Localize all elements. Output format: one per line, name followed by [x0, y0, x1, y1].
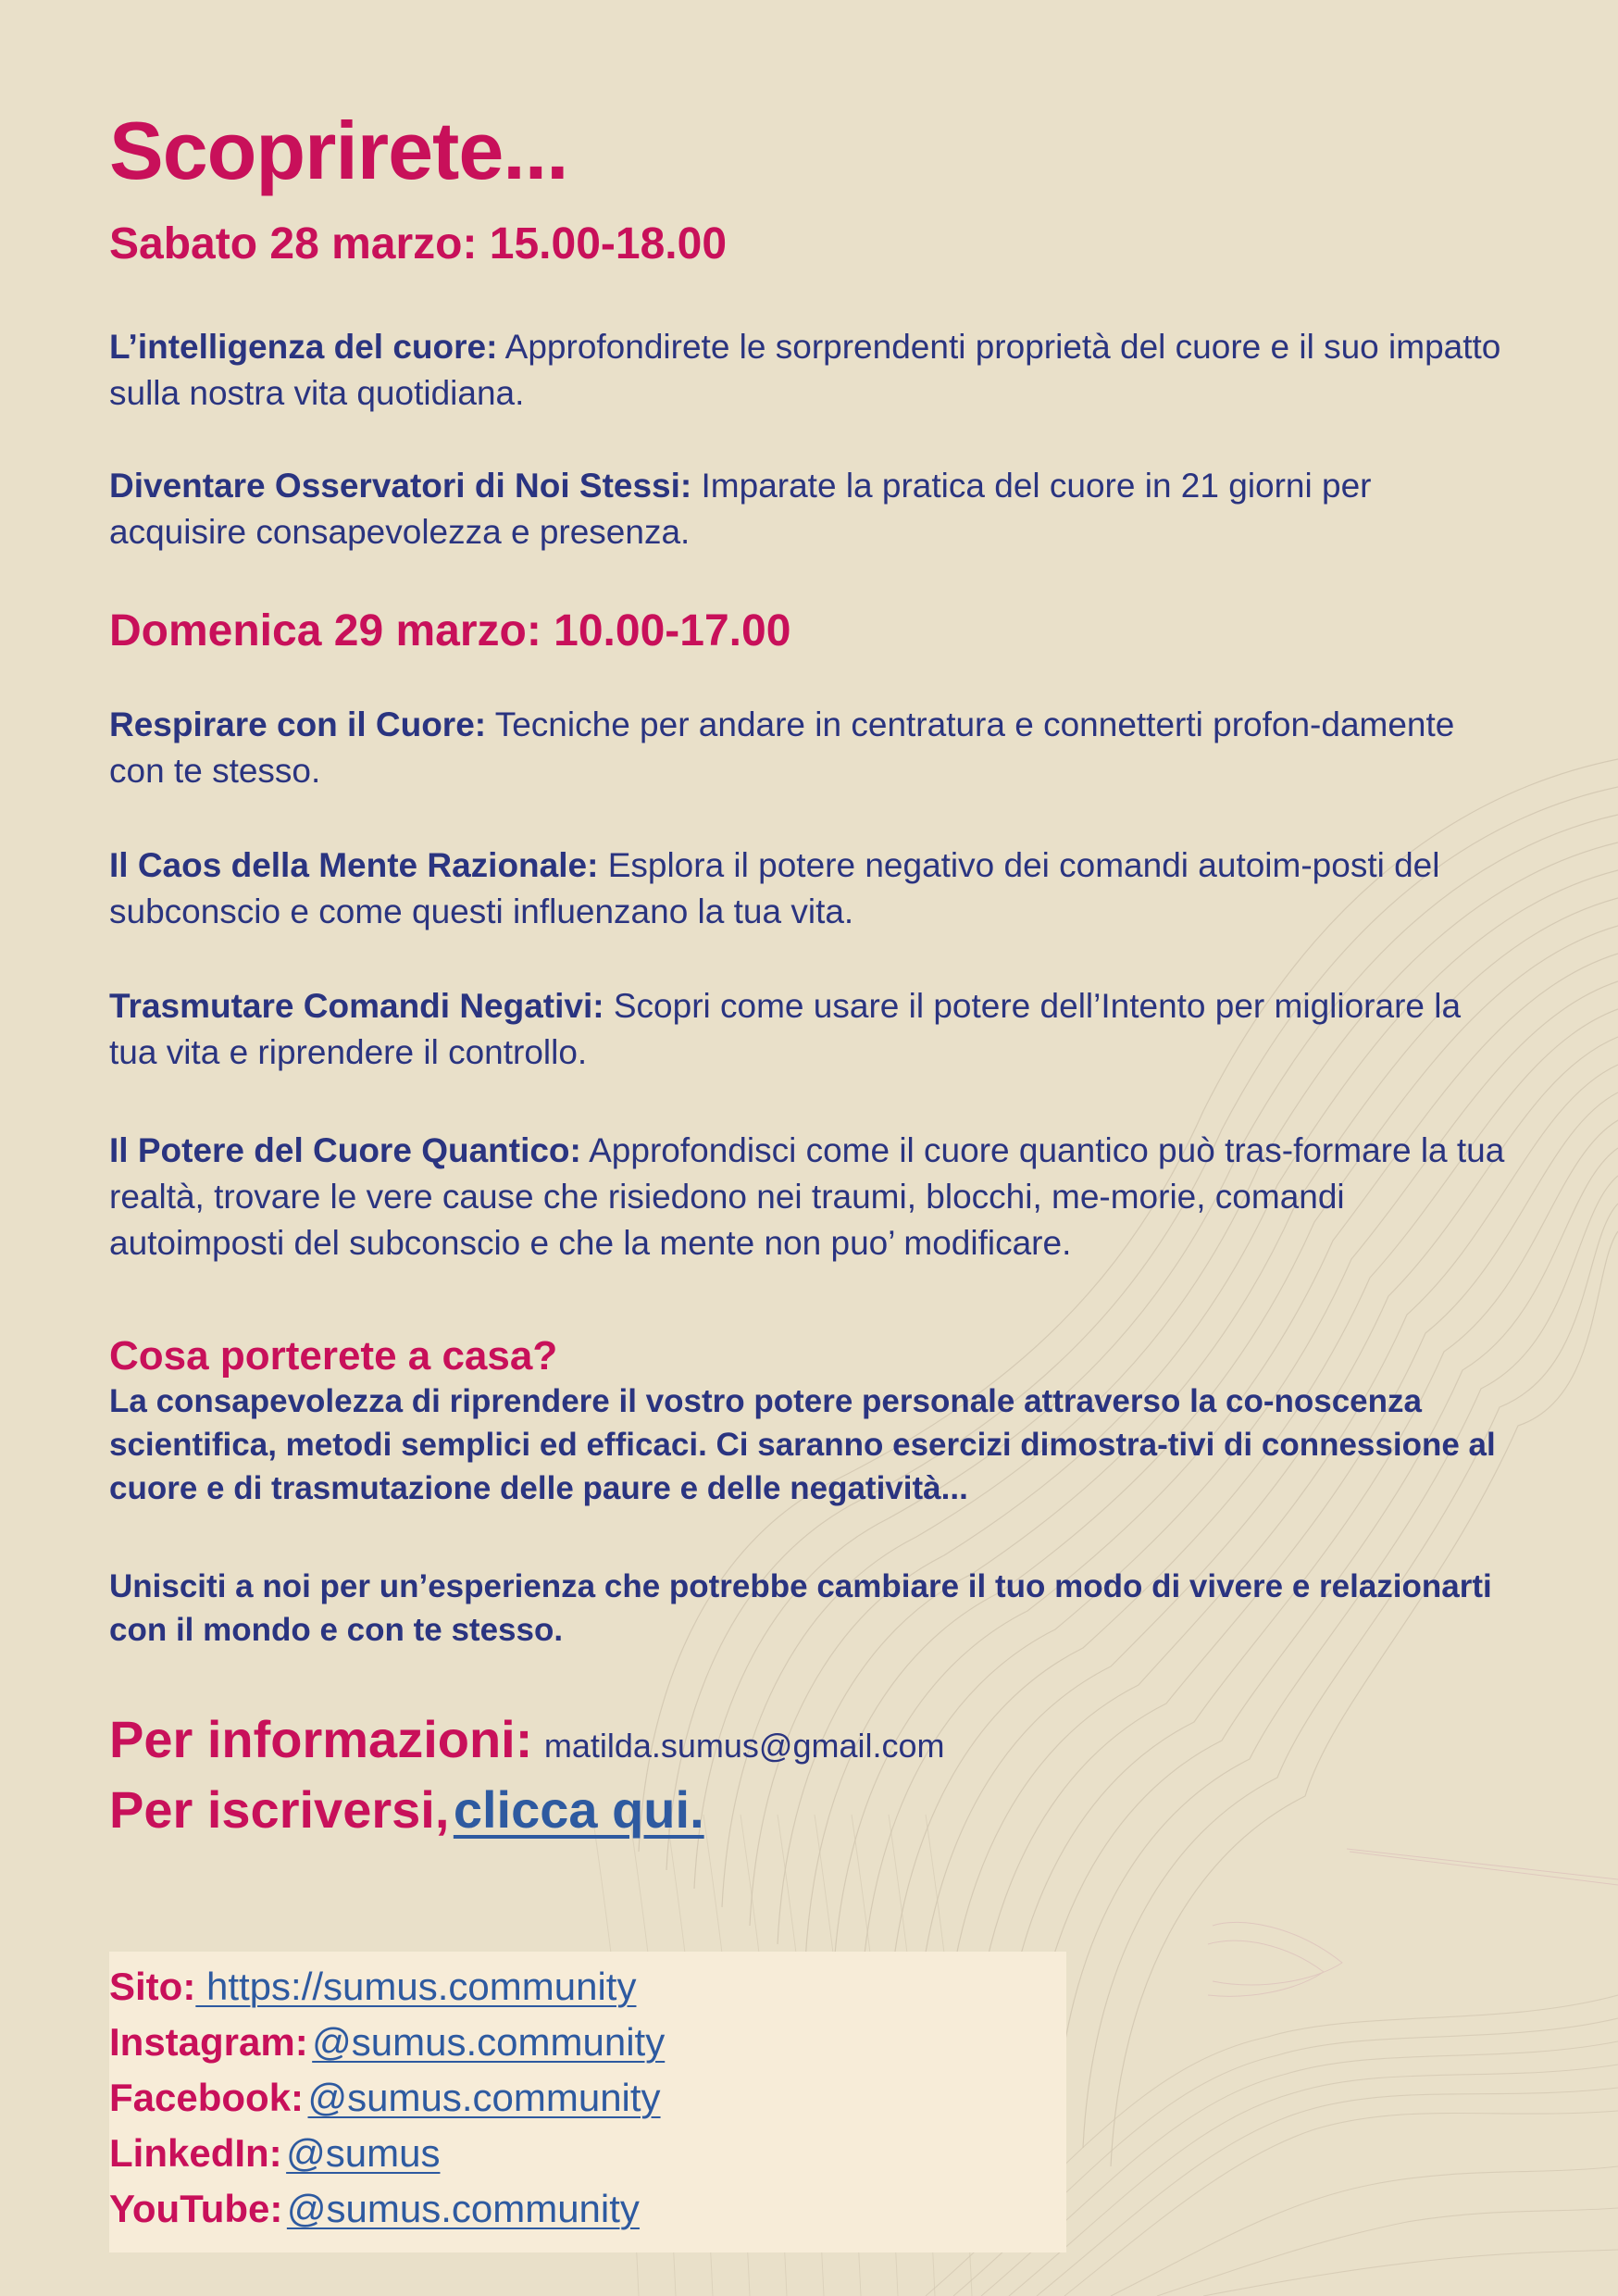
session-description: Esplora il potere negativo dei comandi autoim-posti del subconscio e come questi influenzano la tua vita. — [109, 846, 1440, 930]
social-label: LinkedIn: — [109, 2131, 282, 2175]
social-row-site — [109, 1959, 1066, 2015]
signup-link[interactable]: clicca qui. — [453, 1780, 704, 1839]
social-list — [109, 1952, 1066, 2237]
session-label: Respirare con il Cuore: — [109, 705, 487, 743]
social-label: Instagram: — [109, 2020, 308, 2064]
join-invitation: Unisciti a noi per un’esperienza che potrebbe cambiare il tuo modo di vivere e relazionarti con il mondo e con te stesso. — [109, 1568, 1492, 1648]
session-item-caos — [109, 842, 1516, 935]
social-links-box — [109, 1952, 1066, 2252]
session-item-respirare — [109, 702, 1516, 794]
linkedin-link[interactable]: @sumus — [286, 2131, 441, 2175]
session-label: Il Potere del Cuore Quantico: — [109, 1131, 581, 1169]
session-description: Approfondisci come il cuore quantico può tras-formare la tua realtà, trovare le vere cause che risiedono nei traumi, blocchi, me-morie, comandi autoimposti del subconscio e che la mente non puo’ modificare. — [109, 1131, 1505, 1262]
session-label: Il Caos della Mente Razionale: — [109, 846, 599, 884]
session-item-cuore-quantico — [109, 1128, 1516, 1267]
info-line — [109, 1709, 945, 1769]
instagram-link[interactable]: @sumus.community — [312, 2020, 666, 2064]
session-description: Approfondirete le sorprendenti proprietà del cuore e il suo impatto sulla nostra vita quotidiana. — [109, 328, 1501, 412]
session-label: L’intelligenza del cuore: — [109, 328, 498, 366]
info-email[interactable]: matilda.sumus@gmail.com — [543, 1727, 945, 1765]
session-label: Trasmutare Comandi Negativi: — [109, 987, 604, 1025]
session-item-trasmutare — [109, 983, 1516, 1076]
social-row-linkedin — [109, 2126, 1066, 2181]
session-item-intelligenza — [109, 324, 1516, 417]
page-title: Scoprirete... — [109, 105, 568, 196]
day-heading-sunday: Domenica 29 marzo: 10.00-17.00 — [109, 606, 791, 655]
social-label: YouTube: — [109, 2187, 283, 2230]
session-description: Imparate la pratica del cuore in 21 giorni per acquisire consapevolezza e presenza. — [109, 467, 1372, 551]
session-label: Diventare Osservatori di Noi Stessi: — [109, 467, 692, 505]
signup-label: Per iscriversi, — [109, 1780, 450, 1839]
session-description: Tecniche per andare in centratura e connetterti profon-damente con te stesso. — [109, 705, 1455, 790]
facebook-link[interactable]: @sumus.community — [307, 2076, 661, 2119]
youtube-link[interactable]: @sumus.community — [286, 2187, 640, 2230]
session-description: Scopri come usare il potere dell’Intento per migliorare la tua vita e riprendere il controllo. — [109, 987, 1462, 1071]
website-link[interactable]: https://sumus.community — [195, 1965, 637, 2008]
social-label: Sito: — [109, 1965, 196, 2008]
social-label: Facebook: — [109, 2076, 305, 2119]
info-label: Per informazioni: — [109, 1710, 533, 1768]
social-row-instagram — [109, 2015, 1066, 2070]
social-row-youtube — [109, 2181, 1066, 2237]
day-heading-saturday: Sabato 28 marzo: 15.00-18.00 — [109, 219, 728, 268]
take-home-heading: Cosa porterete a casa? — [109, 1333, 558, 1379]
take-home-text: La consapevolezza di riprendere il vostro potere personale attraverso la co-noscenza scientifica, metodi semplici ed efficaci. Ci saranno esercizi dimostra-tivi di connessione al cuore e di trasmutazione delle paure e delle negatività... — [109, 1383, 1496, 1506]
session-item-osservatori — [109, 463, 1516, 555]
social-row-facebook — [109, 2070, 1066, 2126]
signup-line — [109, 1779, 704, 1840]
